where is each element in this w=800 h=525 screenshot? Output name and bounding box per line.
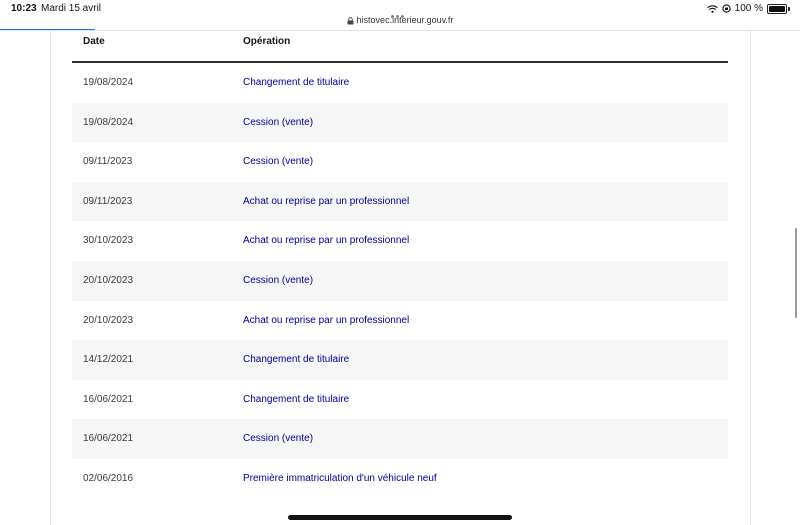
table-row (72, 103, 728, 143)
status-time: 10:23 (11, 3, 37, 14)
row-operation-link[interactable]: Changement de titulaire (243, 393, 350, 405)
wifi-icon (707, 5, 718, 13)
row-date: 19/08/2024 (83, 77, 134, 88)
url-text: histovec.interieur.gouv.fr (356, 15, 454, 25)
row-date: 09/11/2023 (83, 195, 133, 207)
row-date: 16/06/2021 (83, 393, 134, 405)
row-date: 14/12/2021 (83, 354, 134, 366)
table-row (72, 142, 728, 182)
scrollbar-thumb[interactable] (795, 228, 797, 318)
row-date: 20/10/2023 (83, 314, 134, 326)
row-operation-link[interactable]: Cession (vente) (243, 156, 314, 168)
header-date: Date (83, 36, 105, 47)
content-right-border (750, 31, 751, 525)
table-row (72, 221, 728, 261)
address-bar[interactable] (0, 15, 800, 25)
row-operation-link[interactable]: Achat ou reprise par un professionnel (243, 235, 410, 247)
history-table (72, 31, 728, 499)
row-operation-link[interactable]: Achat ou reprise par un professionnel (243, 195, 410, 207)
table-row (72, 63, 728, 103)
battery-tip (788, 7, 790, 11)
table-row (72, 459, 728, 499)
status-date: Mardi 15 avril (41, 3, 102, 14)
status-bar (0, 0, 800, 30)
orientation-lock-icon (722, 4, 731, 13)
row-operation-link[interactable]: Achat ou reprise par un professionnel (243, 314, 410, 326)
row-date: 09/11/2023 (83, 156, 133, 168)
table-row (72, 340, 728, 380)
row-operation-link[interactable]: Première immatriculation d'un véhicule neuf (243, 472, 437, 484)
table-row (72, 419, 728, 459)
row-date: 02/06/2016 (83, 472, 134, 484)
row-date: 20/10/2023 (83, 274, 134, 286)
row-date: 16/06/2021 (83, 433, 134, 445)
table-row (72, 182, 728, 222)
status-indicators (707, 3, 790, 14)
battery-percent: 100 % (734, 3, 763, 14)
content-left-border (50, 31, 51, 525)
table-row (72, 301, 728, 341)
row-operation-link[interactable]: Cession (vente) (243, 116, 314, 128)
row-operation-link[interactable]: Changement de titulaire (243, 354, 350, 366)
row-operation-link[interactable]: Cession (vente) (243, 274, 314, 286)
lock-icon (347, 17, 354, 25)
table-header (72, 31, 728, 63)
home-indicator[interactable] (288, 515, 512, 520)
header-operation: Opération (243, 36, 291, 47)
table-row (72, 380, 728, 420)
battery-icon (767, 4, 787, 14)
row-date: 19/08/2024 (83, 116, 134, 128)
row-operation-link[interactable]: Changement de titulaire (243, 77, 350, 88)
table-body (72, 63, 728, 499)
table-row (72, 261, 728, 301)
row-operation-link[interactable]: Cession (vente) (243, 433, 314, 445)
row-date: 30/10/2023 (83, 235, 134, 247)
